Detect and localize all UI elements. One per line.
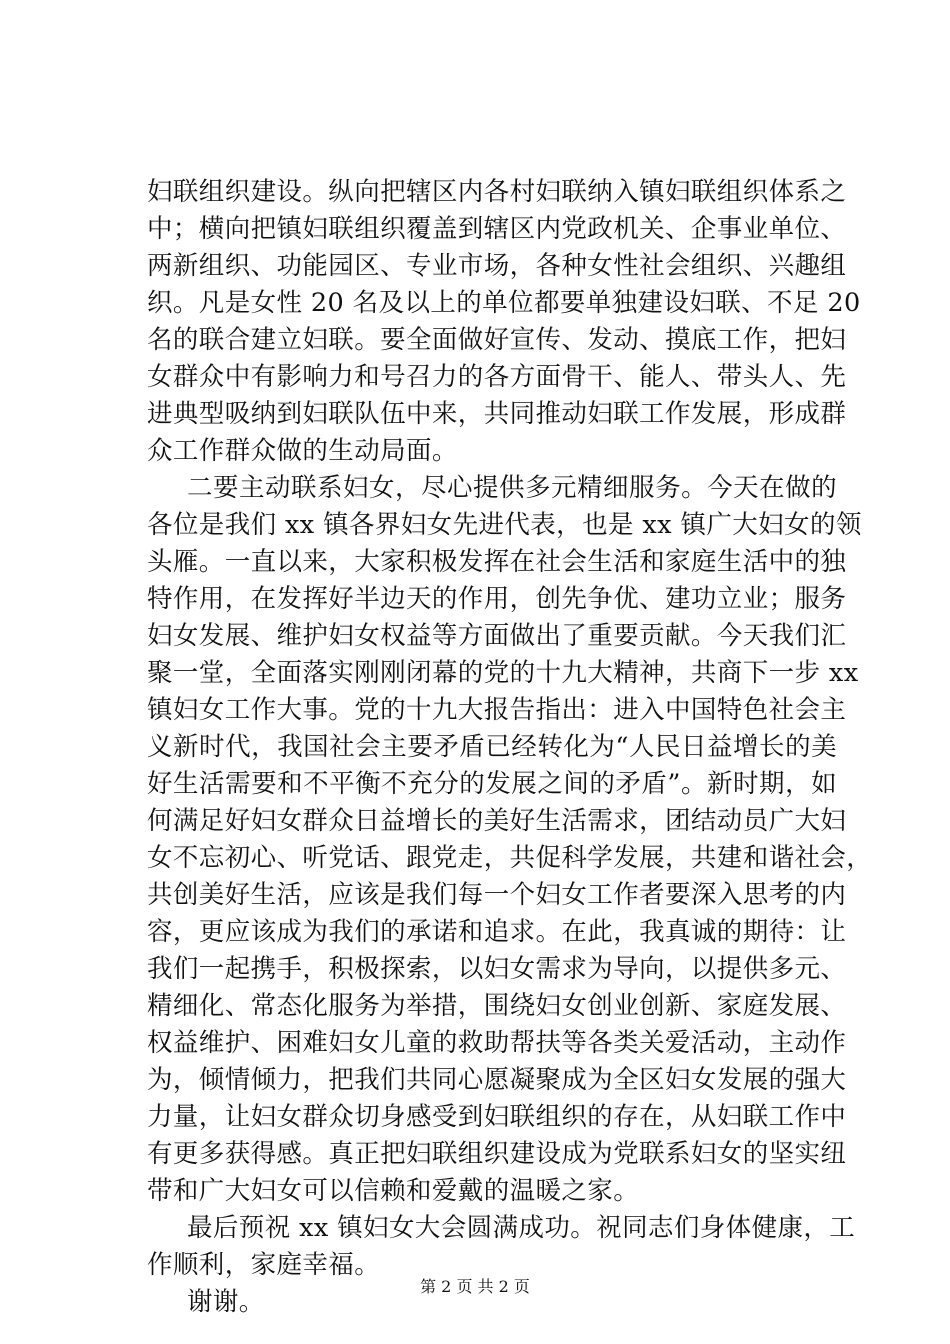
text-line: 为，倾情倾力，把我们共同心愿凝聚成为全区妇女发展的强大 [147, 1065, 847, 1095]
text-line: 妇女发展、维护妇女权益等方面做出了重要贡献。今天我们汇 [147, 621, 847, 651]
text-line: 女不忘初心、听党话、跟党走，共促科学发展，共建和谐社会， [147, 843, 873, 873]
text-line: 聚一堂，全面落实刚刚闭幕的党的十九大精神，共商下一步 xx [147, 658, 859, 688]
closing-line: 谢谢。 [187, 1287, 265, 1317]
text-line: 名的联合建立妇联。要全面做好宣传、发动、摸底工作，把妇 [147, 325, 847, 355]
paragraph-first-line: 二要主动联系妇女，尽心提供多元精细服务。今天在做的 [187, 473, 837, 503]
text-line: 我们一起携手，积极探索，以妇女需求为导向，以提供多元、 [147, 954, 847, 984]
document-body [147, 174, 873, 1321]
text-line: 精细化、常态化服务为举措，围绕妇女创业创新、家庭发展、 [147, 991, 847, 1021]
text-line: 织。凡是女性 20 名及以上的单位都要单独建设妇联、不足 20 [147, 288, 861, 318]
text-line: 带和广大妇女可以信赖和爱戴的温暖之家。 [147, 1176, 640, 1206]
paragraph-first-line: 最后预祝 xx 镇妇女大会圆满成功。祝同志们身体健康，工 [187, 1213, 856, 1243]
text-line: 两新组织、功能园区、专业市场，各种女性社会组织、兴趣组 [147, 251, 847, 281]
text-line: 力量，让妇女群众切身感受到妇联组织的存在，从妇联工作中 [147, 1102, 847, 1132]
text-line: 权益维护、困难妇女儿童的救助帮扶等各类关爱活动，主动作 [147, 1028, 847, 1058]
text-line: 共创美好生活，应该是我们每一个妇女工作者要深入思考的内 [147, 880, 847, 910]
text-line: 何满足好妇女群众日益增长的美好生活需求，团结动员广大妇 [147, 806, 847, 836]
text-line: 作顺利，家庭幸福。 [147, 1250, 381, 1280]
text-line: 妇联组织建设。纵向把辖区内各村妇联纳入镇妇联组织体系之 [147, 177, 847, 207]
text-line: 义新时代，我国社会主要矛盾已经转化为“人民日益增长的美 [147, 732, 837, 762]
text-line: 特作用，在发挥好半边天的作用，创先争优、建功立业；服务 [147, 584, 847, 614]
text-line: 有更多获得感。真正把妇联组织建设成为党联系妇女的坚实纽 [147, 1139, 847, 1169]
text-line: 头雁。一直以来，大家积极发挥在社会生活和家庭生活中的独 [147, 547, 847, 577]
text-line: 各位是我们 xx 镇各界妇女先进代表，也是 xx 镇广大妇女的领 [147, 510, 862, 540]
text-line: 进典型吸纳到妇联队伍中来，共同推动妇联工作发展，形成群 [147, 399, 847, 429]
text-line: 好生活需要和不平衡不充分的发展之间的矛盾”。新时期，如 [147, 769, 837, 799]
page-number-label: 第 2 页 共 2 页 [420, 1277, 530, 1296]
text-line: 中；横向把镇妇联组织覆盖到辖区内党政机关、企事业单位、 [147, 214, 847, 244]
text-line: 容，更应该成为我们的承诺和追求。在此，我真诚的期待：让 [147, 917, 847, 947]
text-line: 女群众中有影响力和号召力的各方面骨干、能人、带头人、先 [147, 362, 847, 392]
text-line: 镇妇女工作大事。党的十九大报告指出：进入中国特色社会主 [147, 695, 847, 725]
page-footer [0, 1276, 950, 1298]
text-line: 众工作群众做的生动局面。 [147, 436, 458, 466]
